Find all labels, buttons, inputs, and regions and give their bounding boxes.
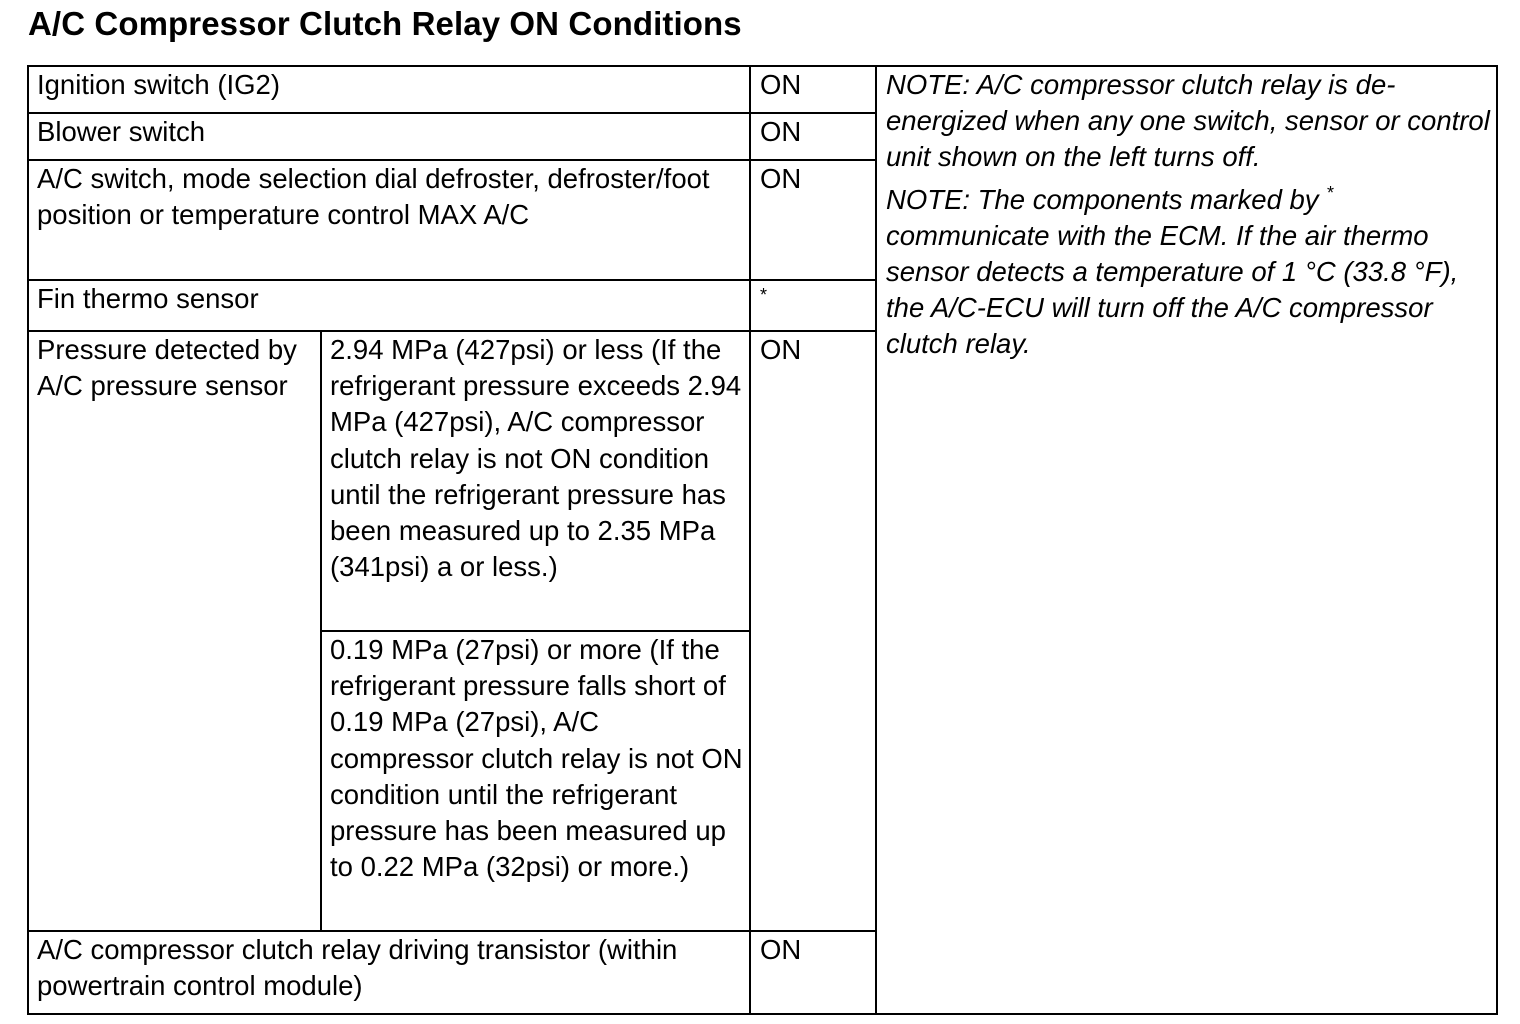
note-de-energized: NOTE: A/C compressor clutch relay is de-energized when any one switch, sensor or control unit shown on the left turns off. [886, 69, 1490, 173]
condition-pressure-sensor: Pressure detected by A/C pressure sensor [28, 331, 321, 931]
condition-fin-thermo-sensor: Fin thermo sensor [28, 280, 750, 331]
table-row [28, 66, 1497, 113]
conditions-table [27, 65, 1498, 1015]
asterisk-mark: * [1326, 182, 1334, 203]
condition-ignition-switch: Ignition switch (IG2) [28, 66, 750, 113]
page-title: A/C Compressor Clutch Relay ON Conditions [28, 5, 742, 42]
note-ecm-communication [886, 182, 1492, 363]
state-ac-switch: ON [750, 160, 876, 280]
notes-cell [876, 66, 1497, 1014]
note-ecm-suffix: communicate with the ECM. If the air thermo sensor detects a temperature of 1 °C (33.8 °F), the A/C-ECU will turn off the A/C compressor clutch relay. [886, 219, 1459, 360]
condition-pressure-low: 0.19 MPa (27psi) or more (If the refrigerant pressure falls short of 0.19 MPa (27psi), A/C compressor clutch relay is not ON condition until the refrigerant pressure has been measured up to 0.22 MPa (32psi) or more.) [321, 631, 750, 931]
condition-driving-transistor: A/C compressor clutch relay driving transistor (within powertrain control module) [28, 931, 750, 1014]
state-fin-thermo-sensor [750, 280, 876, 331]
condition-pressure-high: 2.94 MPa (427psi) or less (If the refrigerant pressure exceeds 2.94 MPa (427psi), A/C compressor clutch relay is not ON condition until the refrigerant pressure has been measured up to 2.35 MPa (341psi) a or less.) [321, 331, 750, 631]
fin-thermo-asterisk: * [760, 285, 768, 305]
state-ignition-switch: ON [750, 66, 876, 113]
state-driving-transistor: ON [750, 931, 876, 1014]
note-ecm-prefix: NOTE: The components marked by [886, 183, 1327, 215]
state-pressure-sensor: ON [750, 331, 876, 931]
condition-ac-switch: A/C switch, mode selection dial defroster, defroster/foot position or temperature control MAX A/C [28, 160, 750, 280]
condition-blower-switch: Blower switch [28, 113, 750, 160]
state-blower-switch: ON [750, 113, 876, 160]
